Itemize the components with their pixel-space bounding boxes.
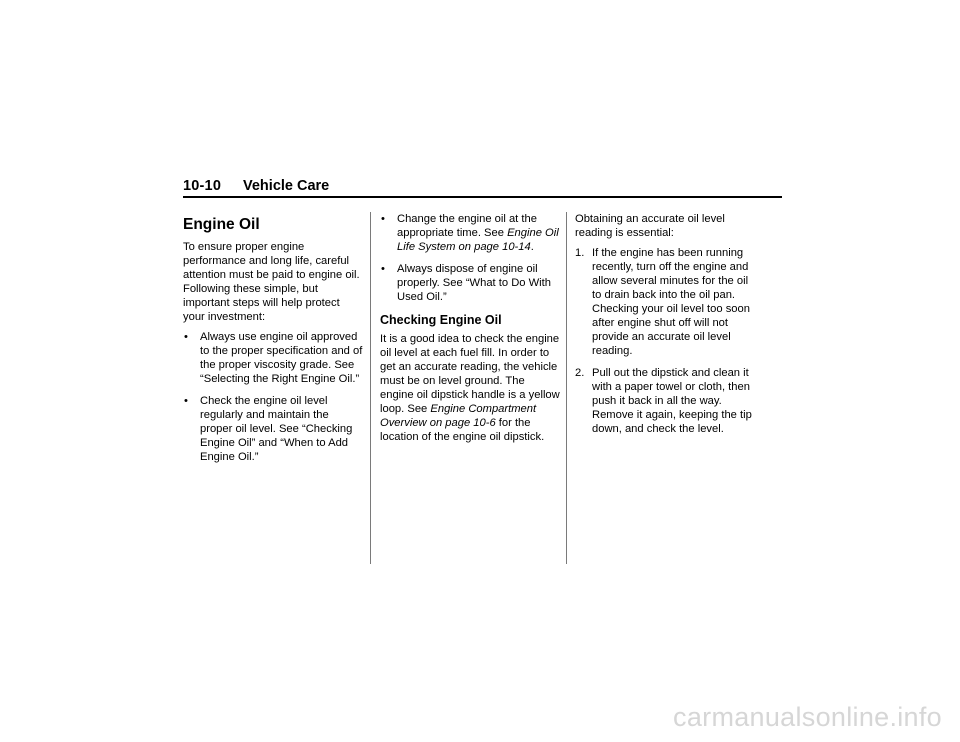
step-text: Pull out the dipstick and clean it with a paper towel or cloth, then push it back in all the way. Remove it again, keeping the tip down, and check the level. <box>592 367 752 435</box>
step-number: 1. <box>575 247 585 259</box>
bullet-icon: • <box>381 263 385 275</box>
column-3 <box>575 212 760 444</box>
list-item <box>575 246 760 358</box>
bullet-icon: • <box>381 213 385 225</box>
list-item <box>575 366 760 436</box>
bullet-text: Check the engine oil level regularly and maintain the proper oil level. See “Checking Engine Oil” and “When to Add Engine Oil.” <box>200 395 353 463</box>
bullet-icon: • <box>184 331 188 343</box>
paragraph-text-end: for the location of the engine oil dipstick. <box>380 417 545 443</box>
page-header <box>183 178 782 198</box>
list-item <box>380 212 560 254</box>
bullet-text-end: . <box>530 241 534 253</box>
column-2 <box>380 212 560 450</box>
checking-engine-oil-heading: Checking Engine Oil <box>380 313 502 327</box>
step-number: 2. <box>575 367 585 379</box>
engine-oil-bullet-list <box>183 330 363 464</box>
column-1 <box>183 212 363 472</box>
section-title: Vehicle Care <box>243 178 330 194</box>
list-item <box>380 262 560 304</box>
bullet-text: Always dispose of engine oil properly. See “What to Do With Used Oil.” <box>397 263 551 303</box>
list-item <box>183 330 363 386</box>
bullet-text: Always use engine oil approved to the proper specification and of the proper viscosity grade. See “Selecting the Right Engine Oil.” <box>200 331 363 385</box>
column-divider-2 <box>566 212 567 564</box>
bullet-text: Change the engine oil at the appropriate time. See <box>397 213 537 239</box>
header-rule <box>183 196 782 198</box>
engine-oil-intro: To ensure proper engine performance and long life, careful attention must be paid to engine oil. Following these simple, but important steps will help protect your investment: <box>183 241 360 323</box>
oil-level-intro: Obtaining an accurate oil level reading is essential: <box>575 213 725 239</box>
paragraph-text: It is a good idea to check the engine oil level at each fuel fill. In order to get an accurate reading, the vehicle must be on level ground. The engine oil dipstick handle is a yellow loop. See <box>380 333 560 415</box>
engine-oil-bullet-list-continued <box>380 212 560 304</box>
checking-engine-oil-paragraph <box>380 332 560 444</box>
bullet-icon: • <box>184 395 188 407</box>
engine-compartment-link[interactable]: Engine Compartment Overview on page 10-6 <box>380 403 537 429</box>
step-text: If the engine has been running recently, turn off the engine and allow several minutes for the oil to drain back into the oil pan. Checking your oil level too soon after engine shut off will not provide an accurate oil level reading. <box>592 247 750 357</box>
list-item <box>183 394 363 464</box>
page-number: 10-10 <box>183 178 222 194</box>
oil-life-system-link[interactable]: Engine Oil Life System on page 10-14 <box>397 227 559 253</box>
engine-oil-heading: Engine Oil <box>183 216 260 233</box>
column-divider-1 <box>370 212 371 564</box>
oil-check-steps <box>575 246 760 436</box>
watermark: carmanualsonline.info <box>673 702 942 732</box>
